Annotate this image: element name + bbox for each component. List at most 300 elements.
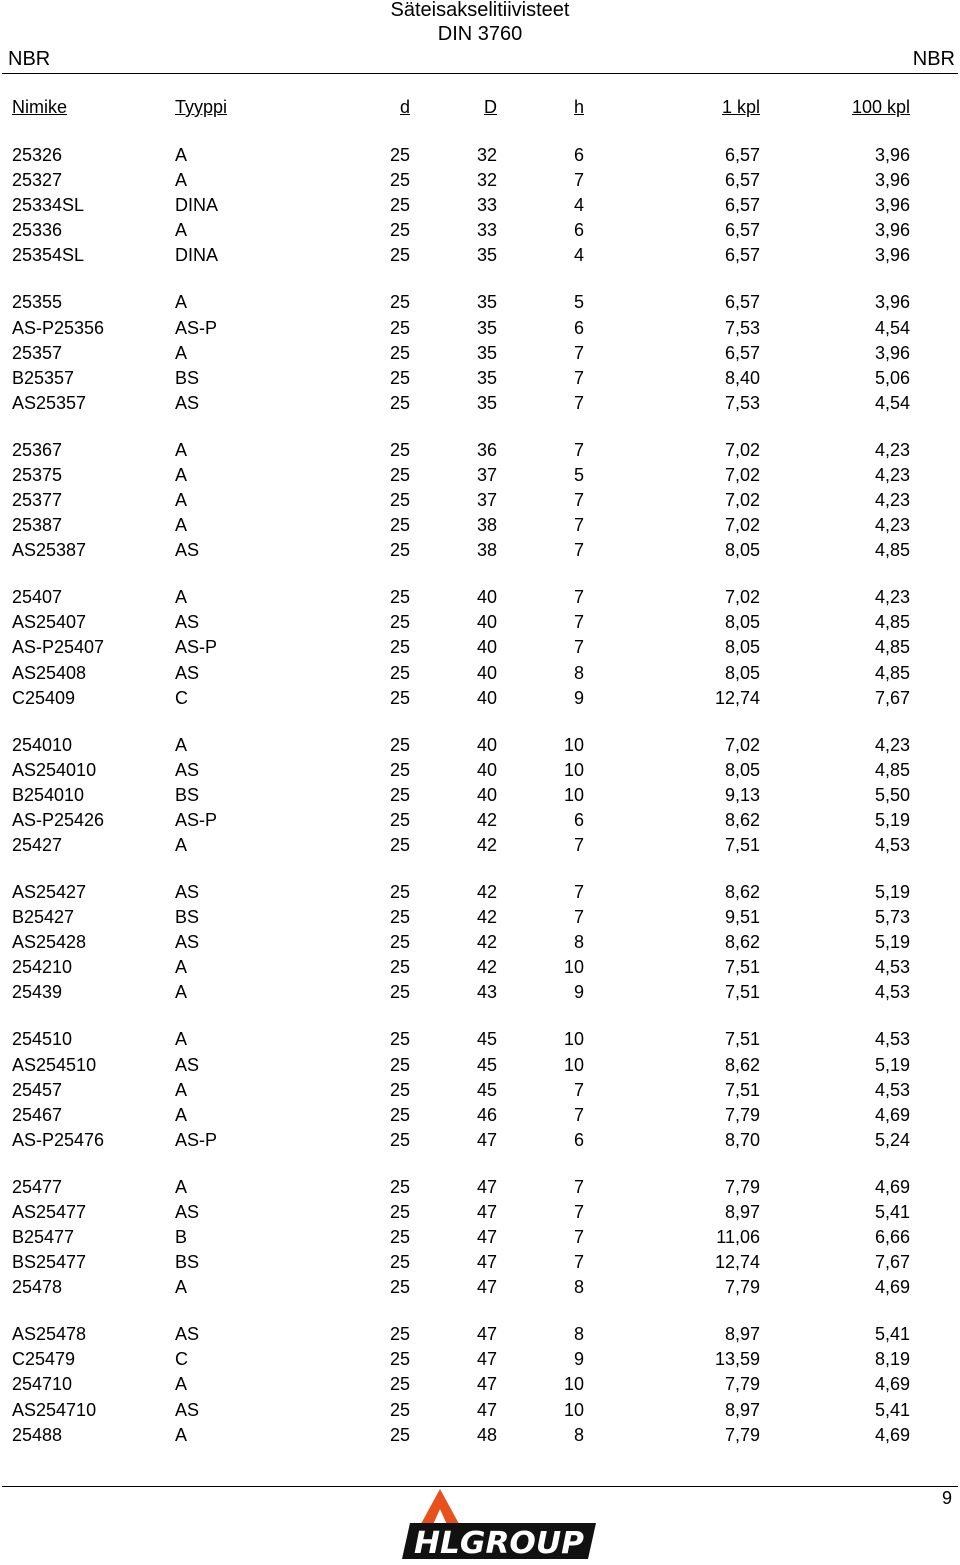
cell-price-100: 5,73 — [874, 907, 910, 928]
cell-height: 8 — [573, 1324, 584, 1345]
cell-type: A — [175, 1104, 188, 1125]
table-row — [0, 611, 960, 636]
cell-price-1: 8,62 — [724, 882, 760, 902]
cell-name: 25327 — [12, 170, 63, 191]
cell-name: 25488 — [12, 1424, 63, 1445]
cell-price-1: 6,57 — [724, 292, 760, 313]
cell-price-1: 8,05 — [724, 662, 760, 683]
cell-price-1: 7,51 — [724, 1079, 760, 1100]
cell-outer-diameter: 40 — [476, 784, 497, 805]
cell-price-1: 8,40 — [724, 367, 760, 388]
cell-outer-diameter: 33 — [476, 220, 497, 241]
cell-height: 8 — [573, 1277, 584, 1298]
cell-type: AS-P — [175, 317, 218, 338]
cell-name: AS25357 — [12, 392, 87, 413]
cell-price-100: 4,85 — [874, 612, 910, 633]
cell-price-1: 7,79 — [724, 1374, 760, 1395]
cell-type: A — [175, 1424, 188, 1445]
cell-price-100: 5,19 — [874, 809, 910, 830]
cell-inner-diameter: 25 — [389, 317, 410, 338]
table-row — [0, 539, 960, 564]
table-row — [0, 662, 960, 687]
cell-outer-diameter: 40 — [476, 587, 497, 608]
cell-type: DINA — [175, 195, 219, 216]
table-row — [0, 219, 960, 244]
cell-price-1: 7,51 — [724, 982, 760, 1003]
table-row — [0, 1201, 960, 1226]
cell-height: 4 — [573, 245, 584, 266]
cell-price-1: 7,02 — [724, 439, 760, 460]
cell-outer-diameter: 40 — [476, 734, 497, 755]
cell-outer-diameter: 47 — [476, 1399, 497, 1420]
cell-type: A — [175, 220, 188, 241]
cell-height: 6 — [573, 317, 584, 338]
cell-name: 25336 — [12, 220, 63, 241]
cell-height: 7 — [573, 170, 584, 191]
cell-inner-diameter: 25 — [389, 170, 410, 191]
cell-name: 25439 — [12, 982, 63, 1003]
cell-inner-diameter: 25 — [389, 1424, 410, 1445]
cell-inner-diameter: 25 — [389, 1324, 410, 1345]
cell-name: AS254710 — [12, 1399, 97, 1420]
cell-name: 25375 — [12, 464, 63, 485]
cell-price-100: 4,69 — [874, 1374, 910, 1395]
cell-inner-diameter: 25 — [389, 245, 410, 266]
table-row — [0, 586, 960, 611]
cell-price-1: 6,57 — [724, 145, 760, 165]
cell-outer-diameter: 42 — [476, 907, 497, 928]
table-row — [0, 291, 960, 316]
cell-outer-diameter: 35 — [476, 367, 497, 388]
cell-height: 9 — [573, 1349, 584, 1370]
cell-name: AS-P25476 — [12, 1129, 105, 1150]
cell-outer-diameter: 47 — [476, 1176, 497, 1197]
cell-inner-diameter: 25 — [389, 809, 410, 830]
cell-inner-diameter: 25 — [389, 1374, 410, 1395]
cell-inner-diameter: 25 — [389, 734, 410, 755]
cell-inner-diameter: 25 — [389, 145, 410, 165]
cell-height: 7 — [573, 515, 584, 536]
cell-type: AS — [175, 759, 200, 780]
material-label-left: NBR — [8, 48, 51, 70]
document-subtitle: DIN 3760 — [437, 23, 523, 45]
cell-height: 8 — [573, 932, 584, 953]
cell-name: AS-P25356 — [12, 317, 105, 338]
table-row — [0, 1348, 960, 1373]
table-row — [0, 956, 960, 981]
cell-type: A — [175, 1176, 188, 1197]
cell-price-1: 13,59 — [714, 1349, 760, 1370]
cell-height: 7 — [573, 1201, 584, 1222]
cell-price-100: 4,53 — [874, 957, 910, 978]
table-row — [0, 439, 960, 464]
cell-price-1: 6,57 — [724, 342, 760, 363]
cell-price-100: 5,50 — [874, 784, 910, 805]
table-row — [0, 1129, 960, 1154]
cell-inner-diameter: 25 — [389, 195, 410, 216]
cell-name: 254710 — [12, 1374, 73, 1395]
cell-name: BS25477 — [12, 1252, 87, 1273]
cell-type: A — [175, 1029, 188, 1050]
cell-inner-diameter: 25 — [389, 784, 410, 805]
cell-price-1: 12,74 — [714, 687, 760, 708]
cell-height: 10 — [563, 784, 584, 805]
cell-height: 8 — [573, 662, 584, 683]
cell-inner-diameter: 25 — [389, 1349, 410, 1370]
cell-inner-diameter: 25 — [389, 464, 410, 485]
cell-name: AS25478 — [12, 1324, 87, 1345]
cell-name: AS25477 — [12, 1201, 87, 1222]
cell-name: 25326 — [12, 145, 63, 165]
cell-type: AS — [175, 932, 200, 953]
cell-price-1: 8,97 — [724, 1399, 760, 1420]
table-row — [0, 1079, 960, 1104]
cell-price-100: 5,06 — [874, 367, 910, 388]
cell-price-1: 7,79 — [724, 1104, 760, 1125]
cell-type: AS-P — [175, 637, 218, 658]
cell-name: AS25407 — [12, 612, 87, 633]
table-row — [0, 1176, 960, 1201]
cell-outer-diameter: 37 — [476, 464, 497, 485]
cell-outer-diameter: 45 — [476, 1029, 497, 1050]
cell-inner-diameter: 25 — [389, 515, 410, 536]
cell-outer-diameter: 47 — [476, 1349, 497, 1370]
table-row — [0, 244, 960, 269]
cell-inner-diameter: 25 — [389, 1201, 410, 1222]
cell-type: AS — [175, 612, 200, 633]
cell-height: 8 — [573, 1424, 584, 1445]
cell-height: 6 — [573, 220, 584, 241]
table-row — [0, 1226, 960, 1251]
cell-price-100: 3,96 — [874, 292, 910, 313]
cell-type: A — [175, 515, 188, 536]
cell-price-1: 7,53 — [724, 317, 760, 338]
column-header-price-100: 100 kpl — [851, 97, 910, 117]
cell-price-100: 4,23 — [874, 490, 910, 510]
table-row — [0, 809, 960, 834]
cell-height: 9 — [573, 687, 584, 708]
cell-name: B25427 — [12, 907, 75, 928]
cell-height: 7 — [573, 342, 584, 363]
cell-height: 10 — [563, 1374, 584, 1395]
cell-type: BS — [175, 367, 200, 388]
table-row — [0, 636, 960, 661]
table-row — [0, 1054, 960, 1079]
cell-inner-diameter: 25 — [389, 220, 410, 241]
cell-price-1: 7,79 — [724, 1277, 760, 1298]
cell-price-1: 7,53 — [724, 392, 760, 413]
cell-type: A — [175, 835, 188, 855]
cell-name: 25407 — [12, 587, 63, 608]
cell-name: 25387 — [12, 515, 63, 536]
cell-price-1: 8,05 — [724, 637, 760, 658]
cell-type: A — [175, 292, 188, 313]
cell-price-1: 6,57 — [724, 195, 760, 216]
cell-name: B25357 — [12, 367, 75, 388]
cell-price-100: 4,53 — [874, 1029, 910, 1050]
cell-price-100: 5,41 — [874, 1399, 910, 1420]
cell-price-100: 3,96 — [874, 245, 910, 266]
cell-type: C — [175, 1349, 188, 1370]
cell-inner-diameter: 25 — [389, 932, 410, 953]
cell-outer-diameter: 42 — [476, 835, 497, 855]
cell-type: A — [175, 957, 188, 978]
cell-inner-diameter: 25 — [389, 1054, 410, 1075]
cell-inner-diameter: 25 — [389, 1104, 410, 1125]
cell-height: 7 — [573, 882, 584, 902]
cell-outer-diameter: 47 — [476, 1129, 497, 1150]
table-row — [0, 342, 960, 367]
cell-inner-diameter: 25 — [389, 687, 410, 708]
cell-price-100: 4,53 — [874, 982, 910, 1003]
cell-inner-diameter: 25 — [389, 612, 410, 633]
table-row — [0, 906, 960, 931]
cell-height: 7 — [573, 1252, 584, 1273]
table-row — [0, 464, 960, 489]
cell-height: 6 — [573, 145, 584, 165]
cell-price-100: 4,69 — [874, 1104, 910, 1125]
cell-price-1: 8,97 — [724, 1324, 760, 1345]
cell-outer-diameter: 47 — [476, 1201, 497, 1222]
cell-inner-diameter: 25 — [389, 759, 410, 780]
cell-inner-diameter: 25 — [389, 1176, 410, 1197]
column-header-height: h — [573, 97, 584, 117]
cell-height: 10 — [563, 1054, 584, 1075]
cell-price-100: 4,69 — [874, 1424, 910, 1445]
cell-height: 7 — [573, 392, 584, 413]
column-header-name: Nimike — [12, 97, 68, 117]
cell-price-100: 8,19 — [874, 1349, 910, 1370]
cell-inner-diameter: 25 — [389, 342, 410, 363]
cell-type: BS — [175, 784, 200, 805]
cell-type: AS — [175, 1201, 200, 1222]
cell-name: AS254510 — [12, 1054, 97, 1075]
table-row — [0, 834, 960, 859]
cell-name: AS25428 — [12, 932, 87, 953]
cell-inner-diameter: 25 — [389, 587, 410, 608]
table-row — [0, 931, 960, 956]
cell-outer-diameter: 47 — [476, 1324, 497, 1345]
cell-type: A — [175, 145, 188, 165]
table-row — [0, 317, 960, 342]
cell-price-100: 4,23 — [874, 515, 910, 536]
cell-outer-diameter: 35 — [476, 292, 497, 313]
cell-outer-diameter: 40 — [476, 637, 497, 658]
cell-name: 25427 — [12, 835, 63, 855]
cell-price-100: 5,24 — [874, 1129, 910, 1150]
cell-price-1: 9,13 — [724, 784, 760, 805]
cell-outer-diameter: 40 — [476, 612, 497, 633]
cell-height: 7 — [573, 587, 584, 608]
cell-type: AS — [175, 882, 200, 902]
cell-inner-diameter: 25 — [389, 835, 410, 855]
cell-name: 25334SL — [12, 195, 85, 216]
cell-price-1: 6,57 — [724, 170, 760, 191]
cell-outer-diameter: 48 — [476, 1424, 497, 1445]
cell-price-100: 4,23 — [874, 439, 910, 460]
column-header-price-1: 1 kpl — [721, 97, 760, 117]
cell-name: 25477 — [12, 1176, 63, 1197]
cell-outer-diameter: 43 — [476, 982, 497, 1003]
cell-height: 6 — [573, 1129, 584, 1150]
cell-outer-diameter: 35 — [476, 245, 497, 266]
cell-name: AS-P25407 — [12, 637, 105, 658]
cell-name: 25457 — [12, 1079, 63, 1100]
cell-outer-diameter: 38 — [476, 540, 497, 561]
cell-outer-diameter: 37 — [476, 490, 497, 510]
cell-outer-diameter: 42 — [476, 932, 497, 953]
table-row — [0, 367, 960, 392]
cell-name: C25479 — [12, 1349, 76, 1370]
column-header-type: Tyyppi — [175, 97, 228, 117]
cell-inner-diameter: 25 — [389, 1399, 410, 1420]
cell-outer-diameter: 32 — [476, 170, 497, 191]
cell-inner-diameter: 25 — [389, 907, 410, 928]
cell-outer-diameter: 32 — [476, 145, 497, 165]
cell-inner-diameter: 25 — [389, 1079, 410, 1100]
cell-price-100: 5,19 — [874, 932, 910, 953]
cell-type: A — [175, 1277, 188, 1298]
cell-price-100: 5,19 — [874, 1054, 910, 1075]
cell-price-1: 7,79 — [724, 1176, 760, 1197]
cell-height: 5 — [573, 464, 584, 485]
cell-type: BS — [175, 1252, 200, 1273]
cell-price-100: 6,66 — [874, 1227, 910, 1247]
cell-type: AS — [175, 1324, 200, 1345]
cell-inner-diameter: 25 — [389, 1029, 410, 1050]
cell-height: 10 — [563, 957, 584, 978]
cell-outer-diameter: 45 — [476, 1054, 497, 1075]
cell-price-1: 8,05 — [724, 759, 760, 780]
cell-outer-diameter: 42 — [476, 809, 497, 830]
cell-type: C — [175, 687, 188, 708]
cell-type: AS — [175, 392, 200, 413]
cell-inner-diameter: 25 — [389, 882, 410, 902]
cell-outer-diameter: 35 — [476, 342, 497, 363]
cell-price-100: 4,85 — [874, 662, 910, 683]
column-header-inner-diameter: d — [399, 97, 410, 117]
table-row — [0, 1424, 960, 1449]
cell-name: 25377 — [12, 490, 63, 510]
cell-price-100: 3,96 — [874, 220, 910, 241]
cell-price-1: 7,51 — [724, 957, 760, 978]
cell-inner-diameter: 25 — [389, 662, 410, 683]
cell-price-100: 4,23 — [874, 734, 910, 755]
table-row — [0, 1251, 960, 1276]
cell-price-1: 7,02 — [724, 734, 760, 755]
cell-type: A — [175, 1079, 188, 1100]
cell-price-100: 5,19 — [874, 882, 910, 902]
cell-height: 10 — [563, 759, 584, 780]
cell-inner-diameter: 25 — [389, 982, 410, 1003]
cell-price-100: 4,54 — [874, 317, 910, 338]
cell-height: 6 — [573, 809, 584, 830]
cell-price-100: 4,53 — [874, 835, 910, 855]
cell-outer-diameter: 47 — [476, 1277, 497, 1298]
cell-type: AS — [175, 662, 200, 683]
cell-type: A — [175, 734, 188, 755]
table-row — [0, 1373, 960, 1398]
cell-price-1: 11,06 — [716, 1227, 760, 1247]
cell-type: A — [175, 342, 188, 363]
table-row — [0, 1276, 960, 1301]
cell-price-1: 7,79 — [724, 1424, 760, 1445]
material-label-right: NBR — [912, 48, 955, 70]
cell-height: 7 — [573, 835, 584, 855]
cell-price-1: 7,02 — [724, 587, 760, 608]
table-row — [0, 687, 960, 712]
cell-price-100: 4,53 — [874, 1079, 910, 1100]
table-row — [0, 759, 960, 784]
cell-height: 9 — [573, 982, 584, 1003]
cell-name: 254010 — [12, 734, 73, 755]
cell-inner-diameter: 25 — [389, 490, 410, 510]
cell-price-100: 3,96 — [874, 145, 910, 165]
document-title: Säteisakselitiivisteet — [390, 0, 570, 21]
table-row — [0, 1323, 960, 1348]
cell-inner-diameter: 25 — [389, 439, 410, 460]
cell-type: BS — [175, 907, 200, 928]
cell-height: 7 — [573, 540, 584, 561]
cell-outer-diameter: 47 — [476, 1252, 497, 1273]
cell-outer-diameter: 36 — [476, 439, 497, 460]
cell-type: A — [175, 490, 188, 510]
table-row — [0, 734, 960, 759]
cell-price-100: 4,85 — [874, 759, 910, 780]
hlgroup-logo — [400, 1487, 600, 1562]
cell-price-1: 12,74 — [714, 1252, 760, 1273]
logo-text: HLGROUP — [414, 1526, 584, 1561]
cell-name: AS25387 — [12, 540, 87, 561]
table-row — [0, 1399, 960, 1424]
cell-outer-diameter: 35 — [476, 392, 497, 413]
table-row — [0, 514, 960, 539]
cell-name: 25367 — [12, 439, 63, 460]
cell-outer-diameter: 42 — [476, 882, 497, 902]
cell-height: 5 — [573, 292, 584, 313]
cell-name: 25354SL — [12, 245, 85, 266]
table-row — [0, 981, 960, 1006]
cell-price-1: 8,70 — [724, 1129, 760, 1150]
cell-type: A — [175, 1374, 188, 1395]
cell-price-100: 3,96 — [874, 170, 910, 191]
cell-type: DINA — [175, 245, 219, 266]
cell-name: AS25408 — [12, 662, 87, 683]
cell-price-100: 4,23 — [874, 464, 910, 485]
cell-price-100: 4,54 — [874, 392, 910, 413]
table-row — [0, 144, 960, 169]
cell-type: A — [175, 982, 188, 1003]
cell-price-100: 4,85 — [874, 637, 910, 658]
cell-price-1: 8,97 — [724, 1201, 760, 1222]
cell-height: 10 — [563, 1029, 584, 1050]
cell-name: AS25427 — [12, 882, 87, 902]
table-row — [0, 784, 960, 809]
cell-name: B25477 — [12, 1227, 75, 1247]
cell-price-1: 6,57 — [724, 245, 760, 266]
cell-type: A — [175, 170, 188, 191]
cell-inner-diameter: 25 — [389, 637, 410, 658]
cell-price-100: 3,96 — [874, 195, 910, 216]
cell-outer-diameter: 45 — [476, 1079, 497, 1100]
cell-type: AS — [175, 1054, 200, 1075]
cell-price-100: 4,69 — [874, 1176, 910, 1197]
cell-price-1: 8,62 — [724, 1054, 760, 1075]
cell-outer-diameter: 47 — [476, 1227, 497, 1247]
cell-price-100: 3,96 — [874, 342, 910, 363]
table-row — [0, 194, 960, 219]
cell-height: 7 — [573, 1176, 584, 1197]
